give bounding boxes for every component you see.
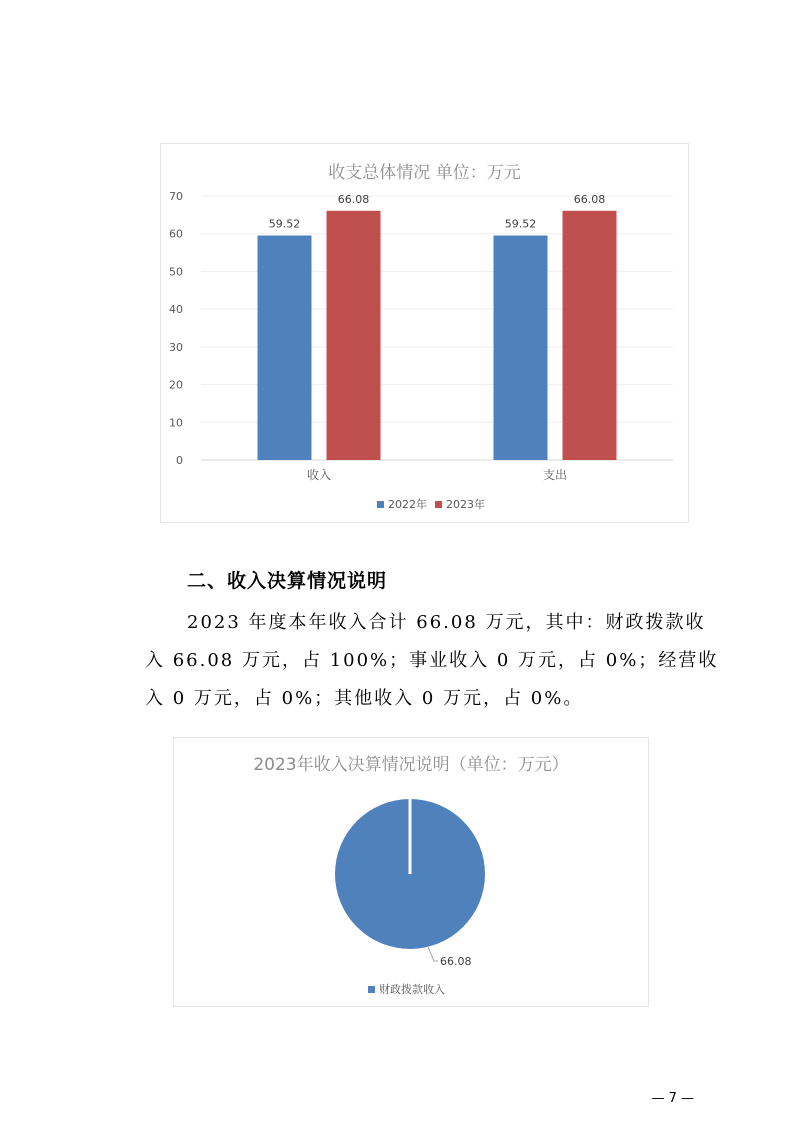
paragraph-line-2: 入 66.08 万元，占 100%；事业收入 0 万元，占 0%；经营收 (145, 650, 719, 671)
bar-2023-1 (563, 211, 617, 460)
pie-chart-frame (173, 737, 649, 1007)
bar-2022-0 (258, 236, 312, 460)
legend-label-2022: 2022年 (388, 498, 427, 511)
y-tick-label: 30 (169, 340, 183, 354)
y-tick-label: 40 (169, 303, 183, 317)
paragraph-line-1: 2023 年度本年收入合计 66.08 万元，其中：财政拨款收 (187, 612, 706, 633)
bar-2023-0 (327, 211, 381, 460)
pie-legend (368, 981, 445, 997)
legend-swatch-2023 (435, 501, 442, 508)
paragraph-line-3: 入 0 万元，占 0%；其他收入 0 万元，占 0%。 (145, 688, 584, 709)
legend-label-2023: 2023年 (446, 498, 485, 511)
x-category-label: 支出 (542, 468, 568, 482)
bar-chart-frame (160, 143, 689, 523)
pie-data-label: 66.08 (440, 955, 472, 968)
y-tick-label: 70 (169, 190, 183, 203)
bar-chart-title: 收支总体情况 单位：万元 (328, 163, 521, 183)
bar-legend (377, 496, 485, 512)
y-tick-label: 10 (169, 416, 183, 430)
pie-leader-line (428, 947, 438, 961)
pie-chart-svg (174, 738, 648, 1006)
bar-data-label: 66.08 (573, 192, 606, 206)
legend-label-fiscal: 财政拨款收入 (379, 983, 445, 996)
bar-chart-svg (161, 144, 688, 522)
legend-swatch-2022 (377, 501, 384, 508)
y-tick-label: 60 (169, 227, 183, 241)
y-tick-label: 50 (169, 265, 183, 279)
y-tick-label: 20 (169, 378, 183, 392)
bar-data-label: 59.52 (504, 217, 537, 231)
y-tick-label: 0 (176, 454, 183, 467)
legend-swatch-fiscal (368, 986, 375, 993)
x-category-label: 收入 (306, 468, 332, 482)
bar-2022-1 (494, 236, 548, 460)
bar-data-label: 66.08 (337, 192, 370, 206)
section-heading: 二、收入决算情况说明 (187, 570, 388, 592)
bar-data-label: 59.52 (268, 217, 301, 231)
page-number: — 7 — (651, 1091, 694, 1106)
pie-chart-title: 2023年收入决算情况说明（单位：万元） (253, 755, 569, 775)
